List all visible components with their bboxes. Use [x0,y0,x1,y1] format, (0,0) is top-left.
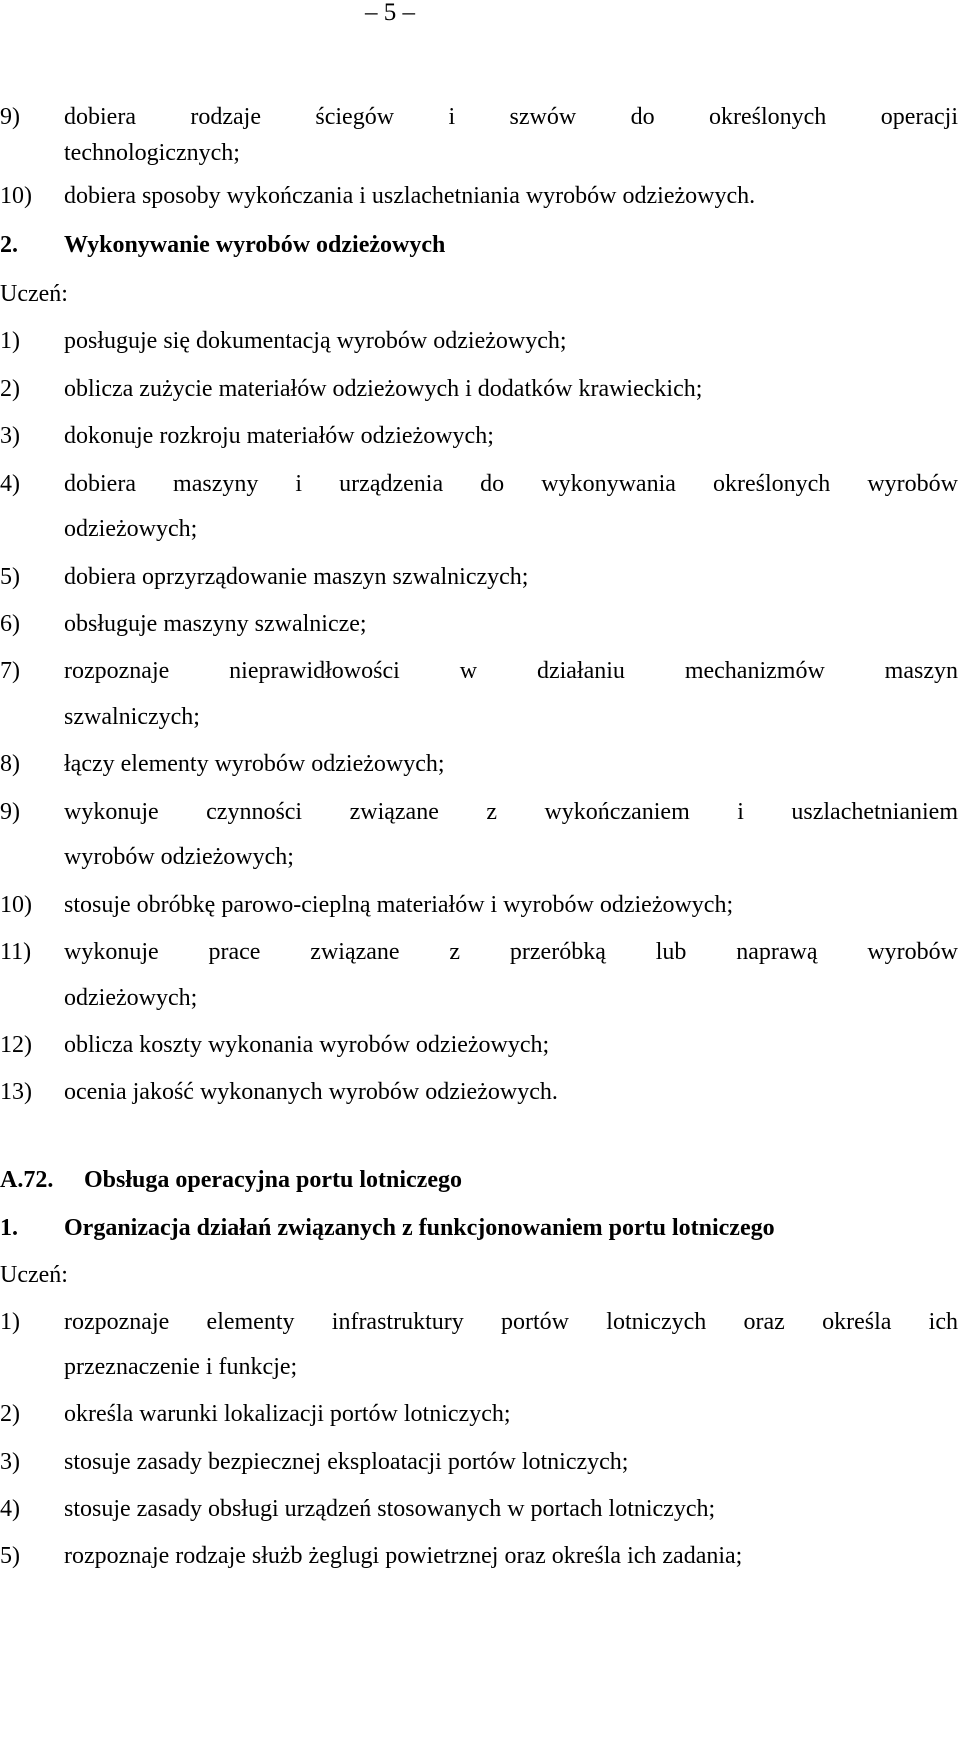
list-item-text: odzieżowych; [64,516,198,542]
list-item-number: 9) [0,799,20,825]
list-item-text: rozpoznaje elementy infrastruktury portów lotniczych oraz określa ich [64,1309,958,1335]
student-label [0,279,958,309]
list-item-text: przeznaczenie i funkcje; [64,1354,298,1380]
list-item-number: 13) [0,1079,32,1105]
list-item [0,1307,958,1337]
list-item-text: dobiera rodzaje ściegów i szwów do określonych operacji [64,104,958,130]
list-item [0,421,958,451]
list-item-number: 2) [0,376,20,402]
list-item-number: 2) [0,1401,20,1427]
section-heading [0,1213,958,1243]
list-item [0,1077,958,1107]
list-item-text: wyrobów odzieżowych; [64,844,294,870]
student-label [0,1260,958,1290]
list-item-number: 10) [0,892,32,918]
list-item-continuation [0,138,958,168]
list-item-text: dokonuje rozkroju materiałów odzieżowych; [64,423,494,449]
qualification-heading [0,1165,958,1195]
list-item-number: 5) [0,564,20,590]
list-item-number: 1) [0,328,20,354]
section-number: 2. [0,232,18,258]
list-item [0,1541,958,1571]
list-item-number: 9) [0,104,20,130]
student-label-text: Uczeń: [0,281,68,307]
qualification-title: Obsługa operacyjna portu lotniczego [84,1167,462,1193]
list-item [0,937,958,967]
list-item-continuation [0,842,958,872]
list-item-text: odzieżowych; [64,985,198,1011]
list-item [0,374,958,404]
list-item [0,609,958,639]
list-item [0,797,958,827]
list-item-number: 11) [0,939,32,965]
list-item-continuation [0,1352,958,1382]
list-item-text: dobiera sposoby wykończania i uszlachetniania wyrobów odzieżowych. [64,183,756,209]
list-item-continuation [0,983,958,1013]
list-item-text: rozpoznaje nieprawidłowości w działaniu mechanizmów maszyn [64,658,958,684]
list-item-number: 4) [0,471,20,497]
list-item [0,1030,958,1060]
list-item-number: 6) [0,611,20,637]
list-item [0,749,958,779]
section-title: Wykonywanie wyrobów odzieżowych [64,232,446,258]
list-item-number: 12) [0,1032,32,1058]
list-item-number: 5) [0,1543,20,1569]
list-item-number: 10) [0,183,32,209]
list-item-continuation [0,514,958,544]
list-item [0,562,958,592]
list-item-text: ocenia jakość wykonanych wyrobów odzieżowych. [64,1079,558,1105]
list-item-text: wykonuje czynności związane z wykończaniem i uszlachetnianiem [64,799,958,825]
list-item-text: oblicza koszty wykonania wyrobów odzieżowych; [64,1032,550,1058]
list-item-text: technologicznych; [64,140,240,166]
list-item-number: 8) [0,751,20,777]
list-item-text: wykonuje prace związane z przeróbką lub naprawą wyrobów [64,939,958,965]
list-item-text: stosuje zasady obsługi urządzeń stosowanych w portach lotniczych; [64,1496,716,1522]
list-item-text: oblicza zużycie materiałów odzieżowych i dodatków krawieckich; [64,376,703,402]
section-number: 1. [0,1215,18,1241]
list-item-text: stosuje obróbkę parowo-cieplną materiałów i wyrobów odzieżowych; [64,892,734,918]
list-item [0,890,958,920]
list-item-number: 3) [0,423,20,449]
section-heading [0,230,958,260]
list-item [0,1447,958,1477]
list-item-continuation [0,702,958,732]
list-item-text: dobiera maszyny i urządzenia do wykonywania określonych wyrobów [64,471,958,497]
student-label-text: Uczeń: [0,1262,68,1288]
list-item [0,1399,958,1429]
page-number: – 5 – [365,0,415,26]
list-item-number: 7) [0,658,20,684]
list-item-number: 4) [0,1496,20,1522]
list-item [0,1494,958,1524]
list-item-text: rozpoznaje rodzaje służb żeglugi powietrznej oraz określa ich zadania; [64,1543,743,1569]
list-item-text: stosuje zasady bezpiecznej eksploatacji portów lotniczych; [64,1449,629,1475]
list-item [0,469,958,499]
list-item-text: szwalniczych; [64,704,200,730]
section-title: Organizacja działań związanych z funkcjonowaniem portu lotniczego [64,1215,775,1241]
list-item [0,326,958,356]
list-item [0,181,958,211]
list-item-number: 1) [0,1309,20,1335]
list-item-text: obsługuje maszyny szwalnicze; [64,611,367,637]
list-item-number: 3) [0,1449,20,1475]
list-item-text: łączy elementy wyrobów odzieżowych; [64,751,445,777]
list-item-text: posługuje się dokumentacją wyrobów odzieżowych; [64,328,567,354]
qualification-code: A.72. [0,1167,54,1193]
list-item [0,102,958,132]
list-item-text: dobiera oprzyrządowanie maszyn szwalniczych; [64,564,529,590]
list-item-text: określa warunki lokalizacji portów lotniczych; [64,1401,511,1427]
list-item [0,656,958,686]
